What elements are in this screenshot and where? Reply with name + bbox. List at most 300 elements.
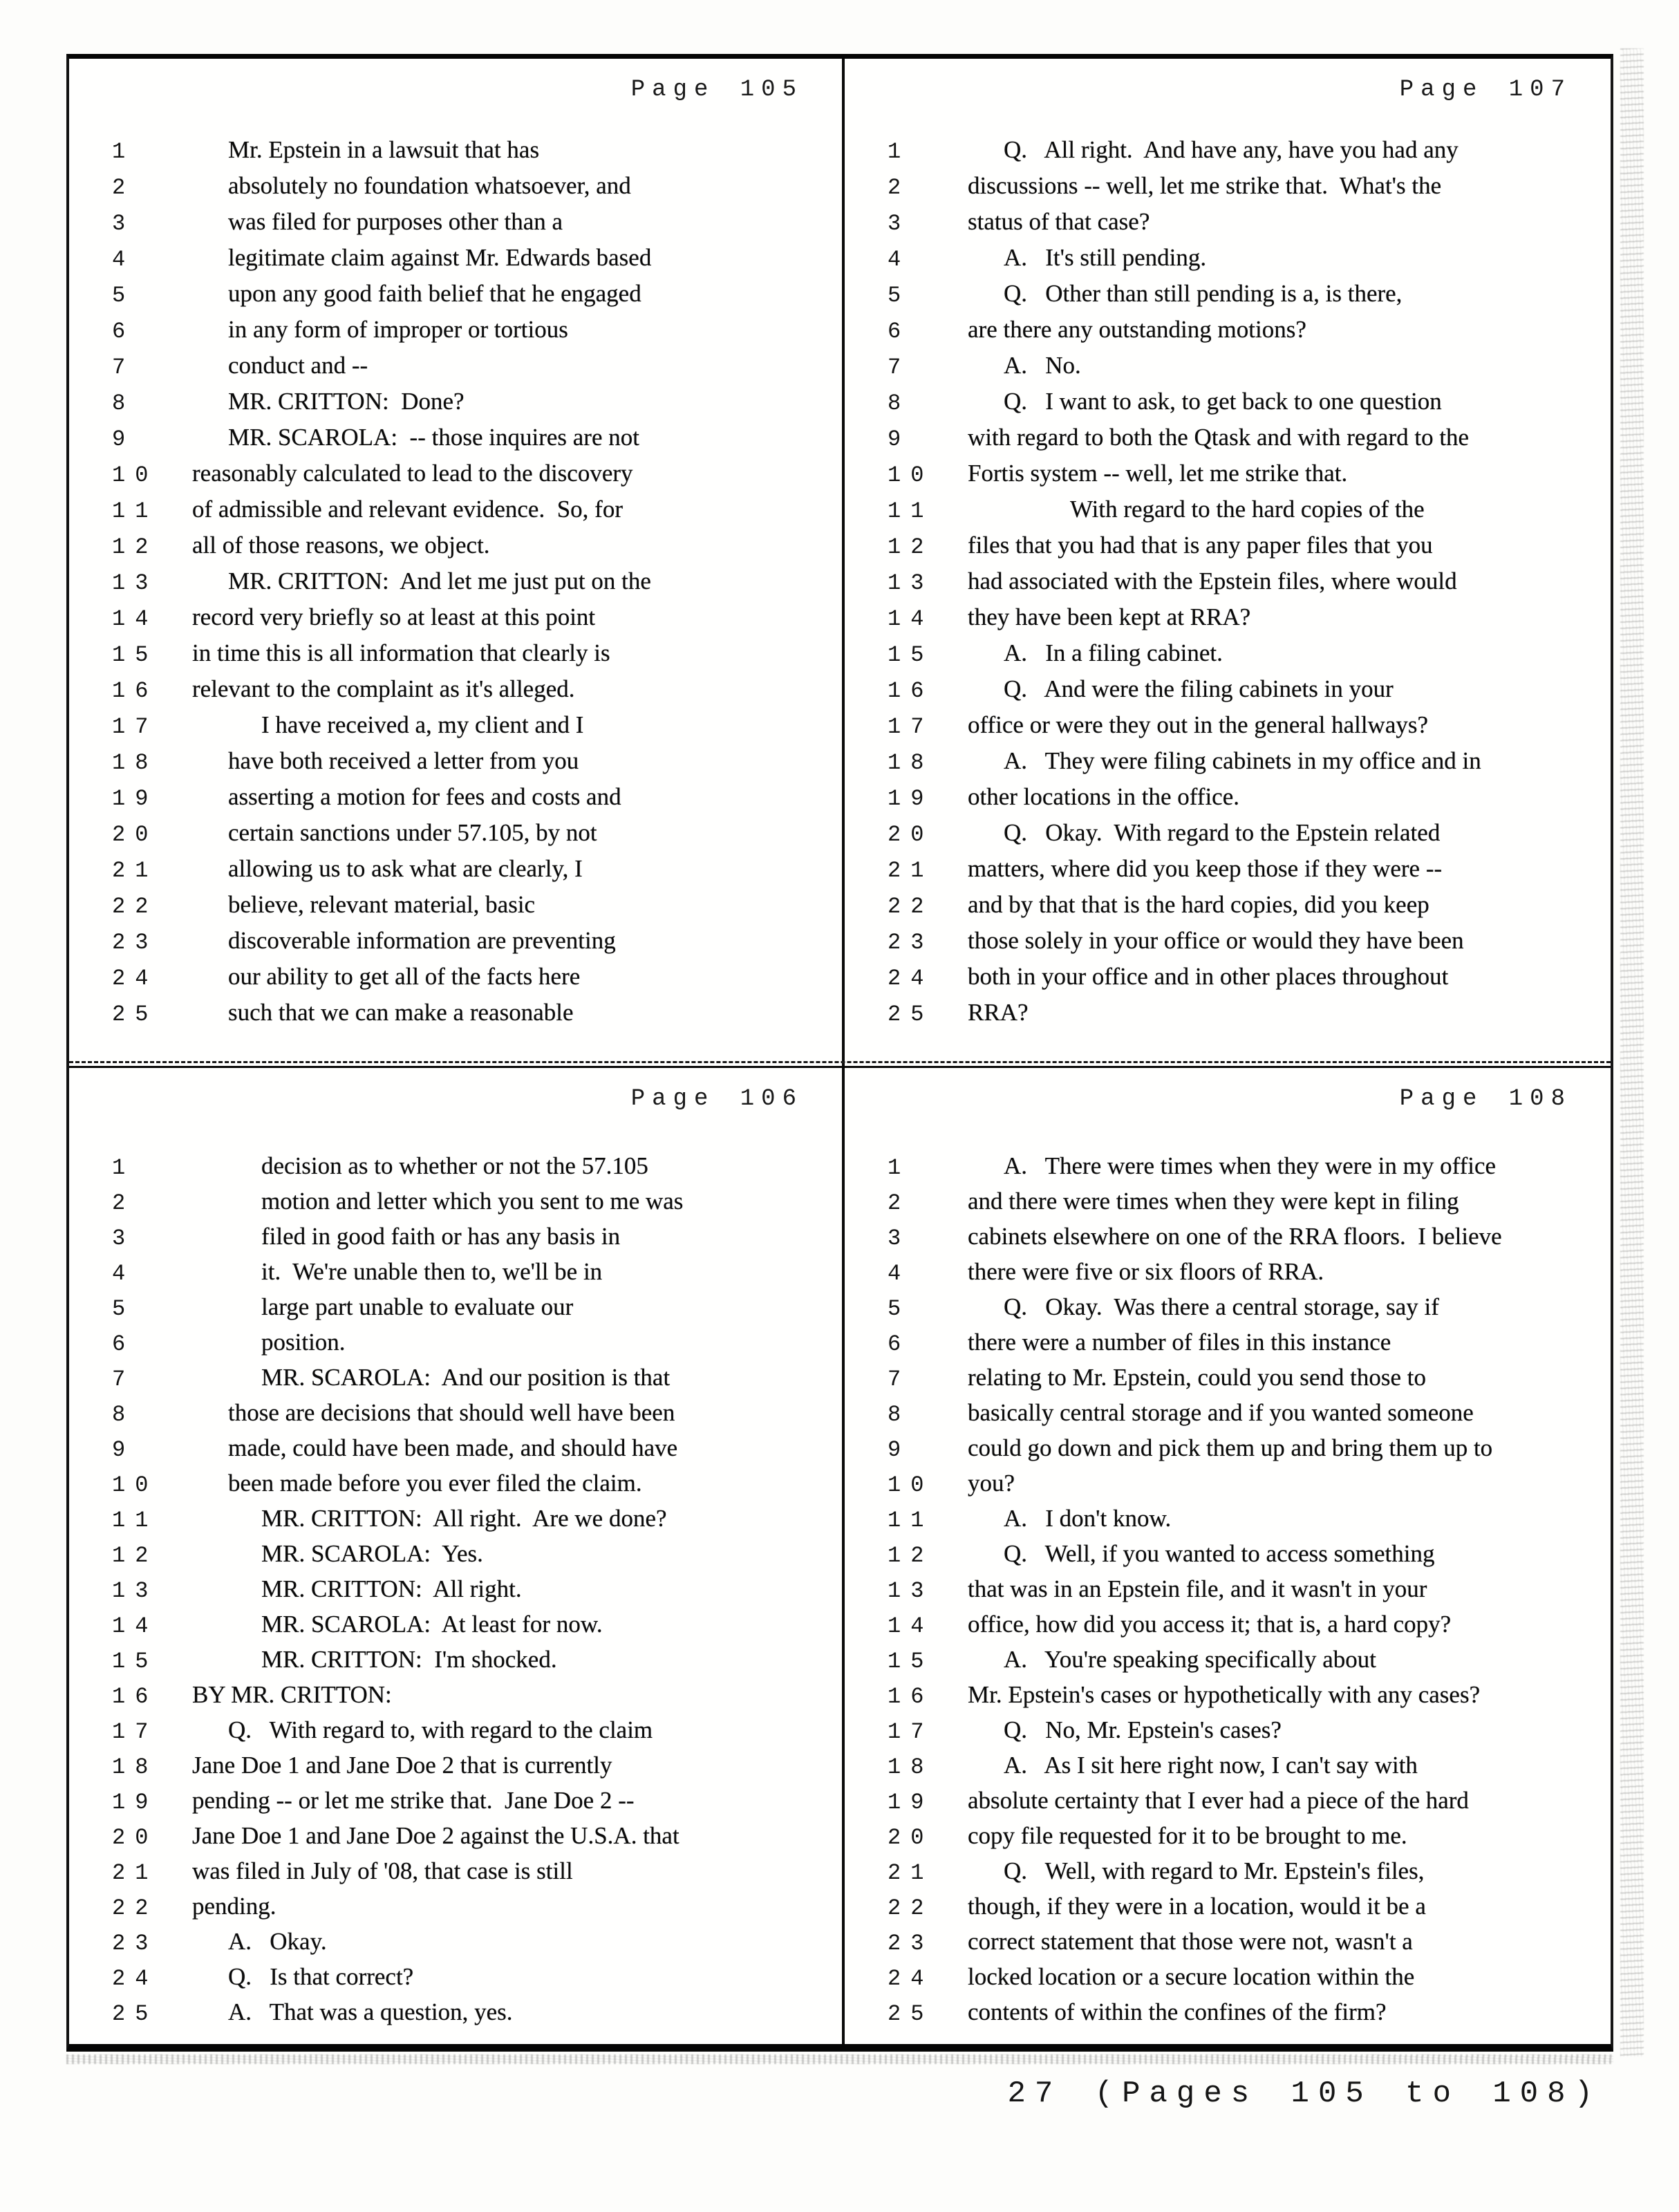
- transcript-line: [845, 208, 1606, 244]
- page-header: Page 107: [1399, 77, 1572, 103]
- line-number: 4: [888, 247, 911, 272]
- line-number: 16: [888, 678, 934, 704]
- line-text: was filed for purposes other than a: [228, 208, 563, 235]
- line-number: 16: [112, 1684, 158, 1709]
- line-number: 8: [112, 391, 135, 416]
- line-number: 22: [888, 1895, 934, 1921]
- transcript-line: [845, 1329, 1606, 1364]
- line-number: 5: [888, 283, 911, 308]
- line-text: A. No.: [1004, 352, 1081, 379]
- scan-noise-right-edge: [1620, 48, 1644, 2056]
- quadrant-page-106: [69, 1068, 842, 2044]
- transcript-line: [845, 819, 1606, 855]
- line-number: 22: [112, 1895, 158, 1921]
- transcript-line: [69, 675, 838, 711]
- line-text: Q. Well, if you wanted to access something: [1004, 1540, 1435, 1567]
- line-number: 6: [888, 1331, 911, 1357]
- line-number: 23: [888, 930, 934, 955]
- line-number: 9: [888, 1437, 911, 1463]
- line-text: motion and letter which you sent to me was: [261, 1188, 684, 1215]
- transcript-line: [69, 1223, 838, 1258]
- page-footer: 27 (Pages 105 to 108): [1007, 2077, 1602, 2111]
- transcript-sheet: [66, 54, 1613, 2052]
- transcript-line: [69, 1857, 838, 1893]
- line-text: believe, relevant material, basic: [228, 891, 536, 918]
- line-text: A. That was a question, yes.: [228, 1998, 513, 2025]
- line-text: office, how did you access it; that is, a hard copy?: [968, 1611, 1452, 1638]
- line-text: Q. Okay. With regard to the Epstein related: [1004, 819, 1441, 846]
- line-text: relevant to the complaint as it's alleged.: [192, 675, 575, 702]
- transcript-line: [69, 1752, 838, 1787]
- transcript-line: [845, 603, 1606, 639]
- line-number: 5: [888, 1296, 911, 1322]
- line-text: locked location or a secure location within the: [968, 1963, 1415, 1990]
- transcript-line: [845, 1963, 1606, 1998]
- line-number: 19: [112, 1790, 158, 1815]
- transcript-line: [69, 1681, 838, 1716]
- transcript-line: [69, 1998, 838, 2034]
- line-text: could go down and pick them up and bring them up to: [968, 1434, 1493, 1461]
- line-text: filed in good faith or has any basis in: [261, 1223, 621, 1250]
- line-number: 7: [888, 1367, 911, 1392]
- line-number: 12: [112, 534, 158, 560]
- line-number: 8: [888, 1402, 911, 1427]
- line-number: 6: [112, 319, 135, 344]
- line-text: are there any outstanding motions?: [968, 316, 1306, 343]
- transcript-line: [845, 963, 1606, 999]
- line-number: 8: [888, 391, 911, 416]
- line-number: 21: [112, 1860, 158, 1886]
- line-text: A. I don't know.: [1004, 1505, 1172, 1532]
- line-number: 14: [888, 1613, 934, 1639]
- line-text: been made before you ever filed the claim.: [228, 1470, 642, 1497]
- line-text: RRA?: [968, 999, 1029, 1026]
- transcript-line: [845, 1998, 1606, 2034]
- line-number: 17: [888, 714, 934, 740]
- transcript-line: [69, 639, 838, 675]
- transcript-line: [845, 1258, 1606, 1293]
- line-number: 9: [888, 427, 911, 452]
- line-number: 10: [112, 1472, 158, 1498]
- line-text: certain sanctions under 57.105, by not: [228, 819, 597, 846]
- line-text: pending.: [192, 1893, 276, 1920]
- transcript-line: [69, 1893, 838, 1928]
- line-number: 21: [888, 1860, 934, 1886]
- line-text: Q. I want to ask, to get back to one question: [1004, 388, 1442, 415]
- transcript-line: [69, 136, 838, 172]
- line-text: correct statement that those were not, wasn't a: [968, 1928, 1413, 1955]
- line-text: large part unable to evaluate our: [261, 1293, 574, 1320]
- line-text: you?: [968, 1470, 1015, 1497]
- transcript-line: [69, 1152, 838, 1188]
- line-number: 12: [888, 1543, 934, 1568]
- page-header: Page 105: [630, 77, 803, 103]
- transcript-line: [69, 172, 838, 208]
- line-number: 3: [112, 211, 135, 236]
- line-number: 9: [112, 427, 135, 452]
- line-text: A. Okay.: [228, 1928, 327, 1955]
- line-number: 4: [112, 1261, 135, 1286]
- line-number: 17: [112, 714, 158, 740]
- line-number: 16: [888, 1684, 934, 1709]
- line-text: A. It's still pending.: [1004, 244, 1207, 271]
- line-number: 20: [888, 822, 934, 847]
- line-number: 17: [888, 1719, 934, 1745]
- line-number: 10: [888, 462, 934, 488]
- transcript-line: [845, 891, 1606, 927]
- transcript-line: [845, 1822, 1606, 1857]
- line-number: 22: [112, 894, 158, 919]
- line-number: 10: [888, 1472, 934, 1498]
- line-text: that was in an Epstein file, and it wasn't in your: [968, 1575, 1427, 1602]
- line-number: 20: [112, 822, 158, 847]
- transcript-line: [69, 1364, 838, 1399]
- line-text: With regard to the hard copies of the: [1070, 496, 1425, 523]
- line-number: 25: [112, 1002, 158, 1027]
- transcript-line: [69, 963, 838, 999]
- line-number: 20: [112, 1825, 158, 1850]
- transcript-line: [845, 1787, 1606, 1822]
- line-text: MR. CRITTON: All right. Are we done?: [261, 1505, 667, 1532]
- transcript-line: [69, 1928, 838, 1963]
- line-text: have both received a letter from you: [228, 747, 579, 774]
- transcript-line: [845, 460, 1606, 496]
- line-text: though, if they were in a location, would it be a: [968, 1893, 1426, 1920]
- line-number: 24: [112, 1966, 158, 1991]
- transcript-line: [69, 1329, 838, 1364]
- transcript-line: [845, 1893, 1606, 1928]
- transcript-line: [845, 1646, 1606, 1681]
- line-text: office or were they out in the general hallways?: [968, 711, 1429, 738]
- line-text: there were a number of files in this instance: [968, 1329, 1391, 1356]
- line-number: 19: [112, 786, 158, 812]
- line-text: was filed in July of '08, that case is still: [192, 1857, 573, 1884]
- transcript-line: [845, 1575, 1606, 1611]
- transcript-line: [69, 999, 838, 1035]
- line-text: MR. SCAROLA: Yes.: [261, 1540, 483, 1567]
- transcript-line: [69, 460, 838, 496]
- line-text: A. As I sit here right now, I can't say with: [1004, 1752, 1418, 1779]
- line-number: 21: [112, 858, 158, 883]
- line-number: 19: [888, 786, 934, 812]
- line-number: 6: [112, 1331, 135, 1357]
- line-text: MR. SCAROLA: -- those inquires are not: [228, 424, 639, 451]
- line-text: Q. And were the filing cabinets in your: [1004, 675, 1394, 702]
- transcript-line: [845, 675, 1606, 711]
- transcript-line: [845, 352, 1606, 388]
- transcript-line: [845, 1434, 1606, 1470]
- line-number: 3: [888, 1226, 911, 1251]
- transcript-line: [845, 1399, 1606, 1434]
- line-number: 1: [888, 1155, 911, 1181]
- line-text: in any form of improper or tortious: [228, 316, 568, 343]
- transcript-line: [69, 855, 838, 891]
- line-text: both in your office and in other places throughout: [968, 963, 1449, 990]
- line-text: MR. CRITTON: All right.: [261, 1575, 522, 1602]
- line-text: files that you had that is any paper files that you: [968, 532, 1433, 559]
- line-text: Mr. Epstein's cases or hypothetically with any cases?: [968, 1681, 1481, 1708]
- line-text: made, could have been made, and should have: [228, 1434, 678, 1461]
- transcript-line: [69, 603, 838, 639]
- line-number: 1: [112, 1155, 135, 1181]
- transcript-line: [69, 208, 838, 244]
- transcript-line: [69, 1505, 838, 1540]
- line-text: MR. CRITTON: I'm shocked.: [261, 1646, 557, 1673]
- line-number: 5: [112, 1296, 135, 1322]
- transcript-line: [845, 1152, 1606, 1188]
- transcript-line: [845, 639, 1606, 675]
- quadrant-page-107: [845, 59, 1611, 1061]
- transcript-line: [845, 496, 1606, 532]
- line-text: copy file requested for it to be brought to me.: [968, 1822, 1407, 1849]
- transcript-line: [845, 855, 1606, 891]
- line-text: and by that that is the hard copies, did you keep: [968, 891, 1429, 918]
- line-number: 18: [112, 750, 158, 776]
- line-number: 23: [112, 930, 158, 955]
- line-text: in time this is all information that clearly is: [192, 639, 610, 666]
- transcript-line: [845, 280, 1606, 316]
- line-text: Q. No, Mr. Epstein's cases?: [1004, 1716, 1282, 1743]
- transcript-line: [69, 1787, 838, 1822]
- line-text: relating to Mr. Epstein, could you send those to: [968, 1364, 1426, 1391]
- line-number: 11: [888, 498, 934, 524]
- line-text: pending -- or let me strike that. Jane Doe 2 --: [192, 1787, 635, 1814]
- line-text: basically central storage and if you wanted someone: [968, 1399, 1474, 1426]
- line-text: record very briefly so at least at this point: [192, 603, 596, 630]
- line-text: MR. CRITTON: And let me just put on the: [228, 568, 651, 594]
- transcript-line: [845, 424, 1606, 460]
- transcript-line: [69, 532, 838, 568]
- line-list: [69, 136, 838, 1035]
- line-number: 12: [888, 534, 934, 560]
- line-text: Q. All right. And have any, have you had any: [1004, 136, 1458, 163]
- line-number: 17: [112, 1719, 158, 1745]
- transcript-line: [69, 1188, 838, 1223]
- transcript-line: [845, 316, 1606, 352]
- transcript-line: [69, 1646, 838, 1681]
- line-text: Q. Other than still pending is a, is there,: [1004, 280, 1403, 307]
- line-text: Jane Doe 1 and Jane Doe 2 that is currently: [192, 1752, 612, 1779]
- transcript-line: [845, 172, 1606, 208]
- line-number: 7: [888, 355, 911, 380]
- line-number: 6: [888, 319, 911, 344]
- transcript-line: [69, 819, 838, 855]
- line-number: 9: [112, 1437, 135, 1463]
- line-text: A. In a filing cabinet.: [1004, 639, 1223, 666]
- line-number: 13: [112, 570, 158, 596]
- line-text: our ability to get all of the facts here: [228, 963, 581, 990]
- transcript-line: [845, 1716, 1606, 1752]
- line-text: Q. Well, with regard to Mr. Epstein's files,: [1004, 1857, 1425, 1884]
- line-number: 14: [112, 1613, 158, 1639]
- transcript-line: [69, 747, 838, 783]
- transcript-line: [69, 244, 838, 280]
- transcript-line: [845, 711, 1606, 747]
- transcript-line: [69, 352, 838, 388]
- transcript-line: [845, 1293, 1606, 1329]
- line-number: 24: [888, 1966, 934, 1991]
- line-text: and there were times when they were kept in filing: [968, 1188, 1459, 1215]
- transcript-line: [845, 783, 1606, 819]
- line-number: 25: [888, 1002, 934, 1027]
- transcript-line: [69, 424, 838, 460]
- line-text: all of those reasons, we object.: [192, 532, 490, 559]
- line-text: reasonably calculated to lead to the discovery: [192, 460, 633, 487]
- quadrant-page-105: [69, 59, 842, 1061]
- transcript-line: [845, 1505, 1606, 1540]
- line-number: 14: [112, 606, 158, 632]
- line-number: 21: [888, 858, 934, 883]
- transcript-line: [69, 1470, 838, 1505]
- line-number: 3: [888, 211, 911, 236]
- transcript-line: [69, 1434, 838, 1470]
- page-header: Page 106: [630, 1086, 803, 1112]
- line-text: with regard to both the Qtask and with regard to the: [968, 424, 1470, 451]
- line-number: 4: [888, 1261, 911, 1286]
- page-header: Page 108: [1399, 1086, 1572, 1112]
- transcript-line: [69, 1963, 838, 1998]
- line-text: such that we can make a reasonable: [228, 999, 574, 1026]
- line-number: 11: [888, 1508, 934, 1533]
- line-text: had associated with the Epstein files, where would: [968, 568, 1457, 594]
- line-text: A. You're speaking specifically about: [1004, 1646, 1376, 1673]
- transcript-line: [69, 1822, 838, 1857]
- line-number: 2: [112, 175, 135, 200]
- line-text: conduct and --: [228, 352, 368, 379]
- line-text: those solely in your office or would they have been: [968, 927, 1464, 954]
- line-number: 13: [888, 1578, 934, 1604]
- line-number: 7: [112, 1367, 135, 1392]
- line-text: they have been kept at RRA?: [968, 603, 1251, 630]
- line-number: 2: [888, 175, 911, 200]
- line-number: 2: [112, 1190, 135, 1216]
- transcript-line: [845, 1857, 1606, 1893]
- transcript-line: [69, 1716, 838, 1752]
- line-number: 13: [888, 570, 934, 596]
- transcript-line: [845, 1223, 1606, 1258]
- line-number: 13: [112, 1578, 158, 1604]
- line-number: 16: [112, 678, 158, 704]
- line-number: 18: [112, 1754, 158, 1780]
- line-number: 15: [112, 1649, 158, 1674]
- line-number: 5: [112, 283, 135, 308]
- transcript-line: [69, 1258, 838, 1293]
- transcript-line: [69, 711, 838, 747]
- line-number: 2: [888, 1190, 911, 1216]
- line-number: 1: [112, 139, 135, 165]
- line-text: Q. With regard to, with regard to the claim: [228, 1716, 653, 1743]
- line-number: 18: [888, 750, 934, 776]
- transcript-line: [845, 1188, 1606, 1223]
- line-text: status of that case?: [968, 208, 1150, 235]
- line-text: discoverable information are preventing: [228, 927, 616, 954]
- line-number: 7: [112, 355, 135, 380]
- line-text: position.: [261, 1329, 346, 1356]
- transcript-line: [69, 280, 838, 316]
- transcript-line: [69, 927, 838, 963]
- transcript-line: [845, 1752, 1606, 1787]
- line-text: absolute certainty that I ever had a piece of the hard: [968, 1787, 1469, 1814]
- line-text: discussions -- well, let me strike that. What's the: [968, 172, 1442, 199]
- line-text: those are decisions that should well have been: [228, 1399, 675, 1426]
- line-text: MR. CRITTON: Done?: [228, 388, 465, 415]
- line-list: [845, 1152, 1606, 2034]
- transcript-line: [69, 1611, 838, 1646]
- transcript-line: [69, 496, 838, 532]
- line-text: BY MR. CRITTON:: [192, 1681, 392, 1708]
- transcript-line: [845, 927, 1606, 963]
- line-number: 23: [888, 1931, 934, 1956]
- line-number: 23: [112, 1931, 158, 1956]
- transcript-line: [69, 1399, 838, 1434]
- transcript-line: [845, 1470, 1606, 1505]
- transcript-line: [845, 999, 1606, 1035]
- line-number: 11: [112, 498, 158, 524]
- line-text: A. There were times when they were in my office: [1004, 1152, 1497, 1179]
- line-text: other locations in the office.: [968, 783, 1239, 810]
- line-number: 24: [112, 966, 158, 991]
- line-text: A. They were filing cabinets in my office and in: [1004, 747, 1481, 774]
- line-text: matters, where did you keep those if they were --: [968, 855, 1443, 882]
- line-number: 14: [888, 606, 934, 632]
- line-text: of admissible and relevant evidence. So, for: [192, 496, 623, 523]
- transcript-line: [69, 1540, 838, 1575]
- line-text: it. We're unable then to, we'll be in: [261, 1258, 603, 1285]
- transcript-line: [69, 316, 838, 352]
- line-text: asserting a motion for fees and costs and: [228, 783, 621, 810]
- transcript-line: [845, 1611, 1606, 1646]
- line-number: 22: [888, 894, 934, 919]
- line-list: [69, 1152, 838, 2034]
- transcript-line: [845, 568, 1606, 603]
- line-text: Q. Okay. Was there a central storage, say if: [1004, 1293, 1439, 1320]
- transcript-line: [69, 891, 838, 927]
- line-text: legitimate claim against Mr. Edwards based: [228, 244, 652, 271]
- line-number: 18: [888, 1754, 934, 1780]
- line-number: 19: [888, 1790, 934, 1815]
- transcript-line: [845, 1928, 1606, 1963]
- line-text: Mr. Epstein in a lawsuit that has: [228, 136, 540, 163]
- line-text: contents of within the confines of the firm?: [968, 1998, 1387, 2025]
- line-number: 10: [112, 462, 158, 488]
- line-number: 15: [888, 642, 934, 668]
- line-text: Jane Doe 1 and Jane Doe 2 against the U.S.A. that: [192, 1822, 679, 1849]
- line-text: Fortis system -- well, let me strike that.: [968, 460, 1348, 487]
- line-number: 4: [112, 247, 135, 272]
- line-text: upon any good faith belief that he engaged: [228, 280, 641, 307]
- line-number: 25: [888, 2001, 934, 2027]
- line-text: Q. Is that correct?: [228, 1963, 414, 1990]
- line-number: 1: [888, 139, 911, 165]
- transcript-line: [845, 136, 1606, 172]
- line-text: there were five or six floors of RRA.: [968, 1258, 1324, 1285]
- quadrant-page-108: [845, 1068, 1611, 2044]
- line-number: 8: [112, 1402, 135, 1427]
- line-text: absolutely no foundation whatsoever, and: [228, 172, 631, 199]
- line-number: 15: [888, 1649, 934, 1674]
- line-text: decision as to whether or not the 57.105: [261, 1152, 648, 1179]
- line-text: MR. SCAROLA: And our position is that: [261, 1364, 670, 1391]
- line-number: 12: [112, 1543, 158, 1568]
- line-list: [845, 136, 1606, 1035]
- line-number: 11: [112, 1508, 158, 1533]
- transcript-line: [845, 1681, 1606, 1716]
- line-number: 24: [888, 966, 934, 991]
- line-text: I have received a, my client and I: [261, 711, 584, 738]
- transcript-line: [69, 1575, 838, 1611]
- line-number: 15: [112, 642, 158, 668]
- transcript-line: [69, 388, 838, 424]
